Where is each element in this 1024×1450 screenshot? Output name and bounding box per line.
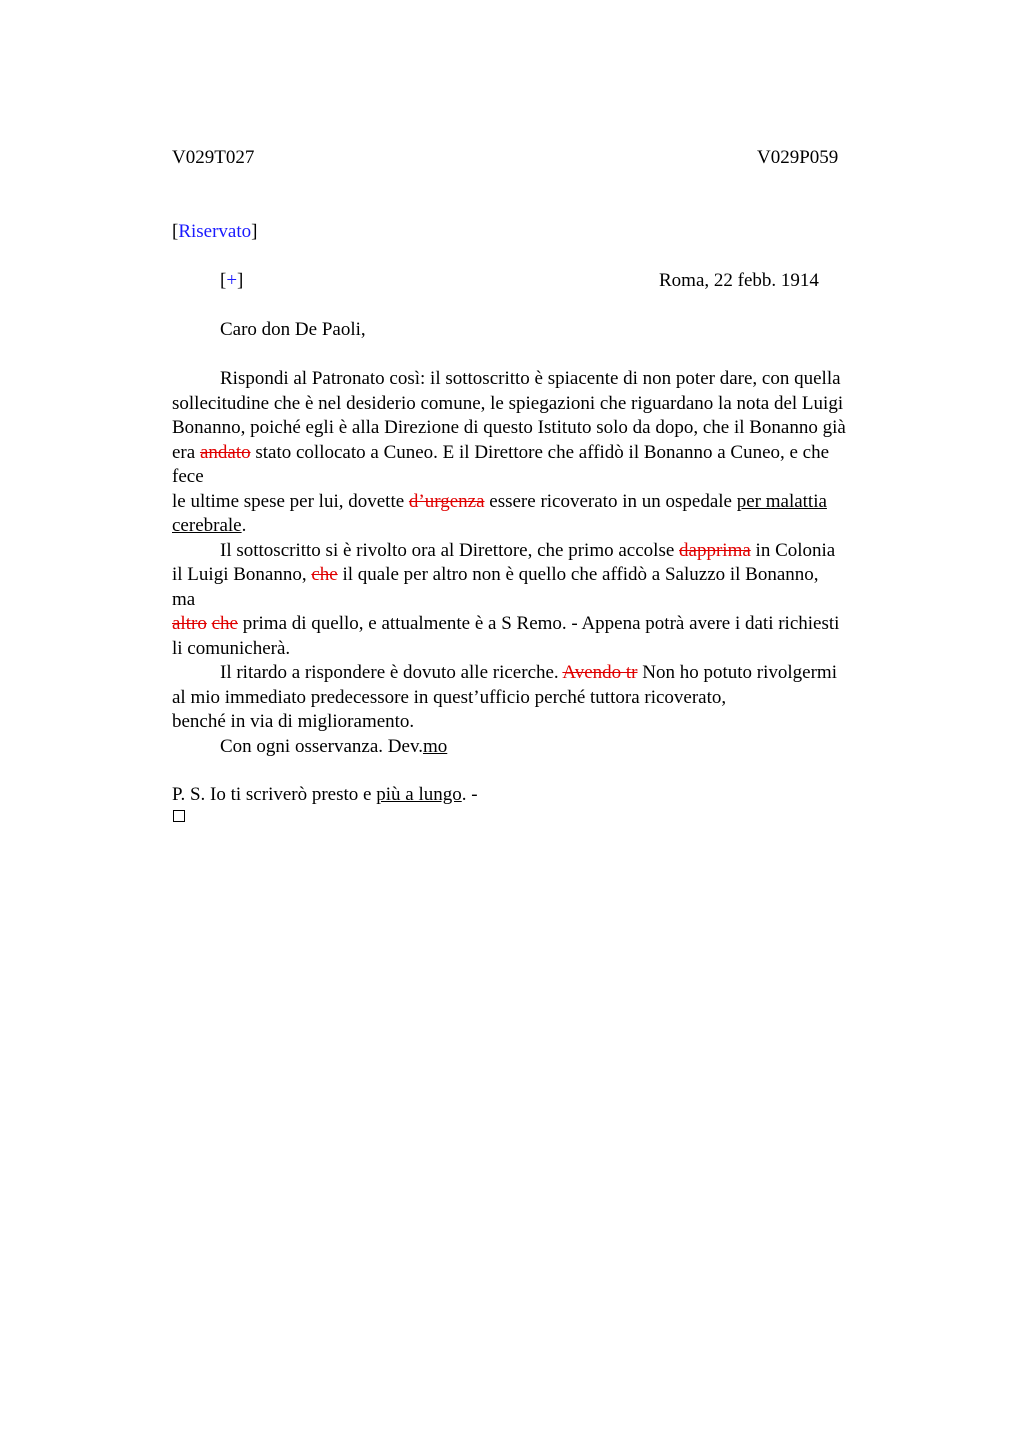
body-line: Il sottoscritto si è rivolto ora al Direttore, che primo accolse dapprima in Colonia [220, 539, 836, 561]
deleted-text: altro [172, 613, 207, 634]
square-icon [173, 810, 185, 822]
underlined-text: cerebrale [172, 515, 242, 536]
deleted-text: d’urgenza [408, 490, 485, 512]
deleted-text: che [211, 613, 238, 634]
underlined-text: più a lungo [376, 784, 462, 805]
postscript: P. S. Io ti scriverò presto e più a lungo. - [172, 784, 478, 805]
body-line: era andato stato collocato a Cuneo. E il Direttore che affidò il Bonanno a Cuneo, e che [172, 441, 830, 463]
reserved-note: [Riservato] [172, 221, 258, 242]
cross-mark: + [226, 270, 238, 291]
body-line: le ultime spese per lui, dovette d’urgenza essere ricoverato in un ospedale per malattia [172, 490, 827, 512]
salutation: Caro don De Paoli, [220, 319, 366, 340]
body-line: Con ogni osservanza. Dev.mo [220, 735, 448, 757]
document-code-right: V029P059 [757, 147, 839, 168]
deleted-text: dapprima [679, 539, 751, 561]
underlined-text: per malattia [736, 490, 827, 512]
body-line: li comunicherà. [172, 637, 291, 659]
cross-mark-note: [+] [220, 270, 244, 291]
deleted-text: andato [199, 441, 251, 463]
deleted-text: che [311, 564, 338, 585]
body-line: sollecitudine che è nel desiderio comune, le spiegazioni che riguardano la nota del Luigi [172, 392, 844, 414]
reserved-word: Riservato [178, 221, 252, 242]
body-line: Il ritardo a rispondere è dovuto alle ricerche. Avendo tr Non ho potuto rivolgermi [220, 662, 837, 683]
body-line: il Luigi Bonanno, che il quale per altro non è quello che affidò a Saluzzo il Bonanno, [172, 564, 819, 585]
underlined-text: mo [422, 735, 448, 757]
body-line: cerebrale. [172, 515, 247, 536]
deleted-text: Avendo tr [562, 662, 638, 683]
body-line: benché in via di miglioramento. [172, 711, 415, 732]
body-line: ma [172, 588, 196, 610]
body-line: Rispondi al Patronato così: il sottoscritto è spiacente di non poter dare, con quella [220, 368, 841, 389]
checkbox-glyph [173, 810, 185, 824]
letter-body [172, 367, 932, 759]
body-line: fece [172, 466, 204, 487]
place-date: Roma, 22 febb. 1914 [659, 270, 819, 291]
body-line: Bonanno, poiché egli è alla Direzione di questo Istituto solo da dopo, che il Bonanno già [172, 417, 846, 438]
body-line: altro che prima di quello, e attualmente è a S Remo. - Appena potrà avere i dati richiesti [172, 613, 840, 634]
body-line: al mio immediato predecessore in quest’ufficio perché tuttora ricoverato, [172, 686, 727, 708]
document-code-left: V029T027 [172, 147, 255, 168]
